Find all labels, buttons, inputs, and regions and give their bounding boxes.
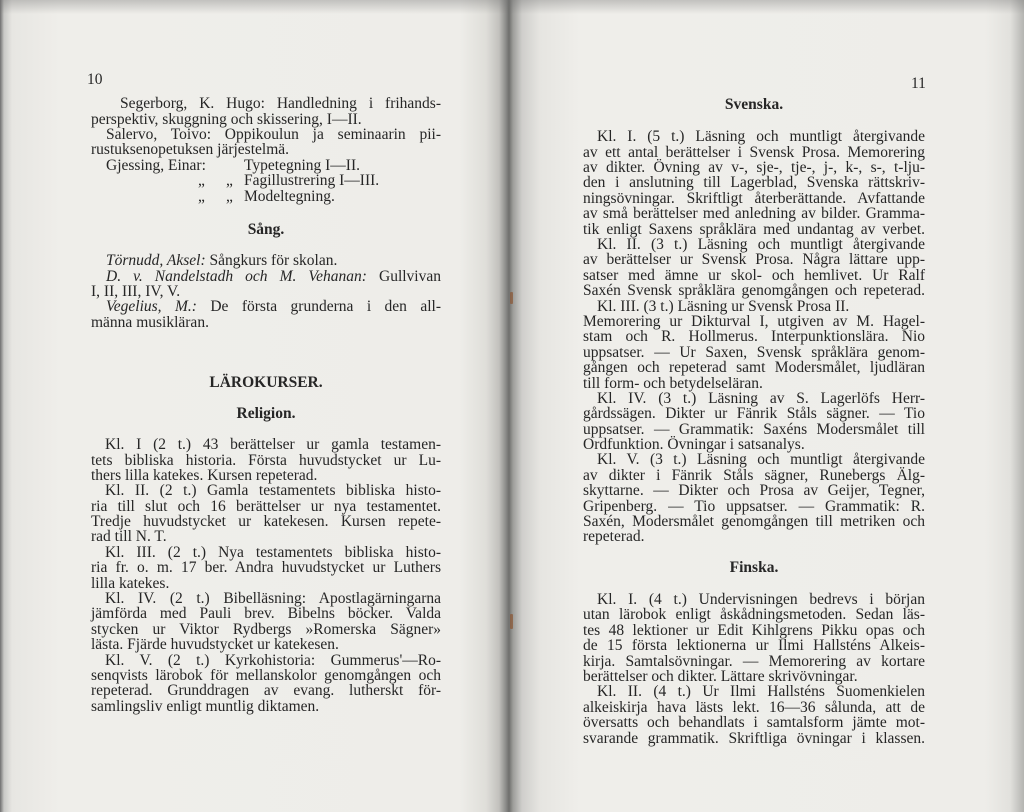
svenska-line: skyttarne. — Dikter och Prosa av Geijer, Tegner, [583, 482, 925, 500]
section-heading-sang: Sång. [247, 221, 285, 239]
finska-line: utan lärobok enligt åskådningsmetoden. Sedan läs- [583, 606, 925, 624]
svenska-line: av dikter. Övning av v-, sje-, tje-, j-, k-, s-, t-lju- [583, 159, 925, 177]
svenska-line: gången och repeterad samt Modersmålet, ljudläran [583, 359, 925, 377]
book-title: Gullvivan [379, 267, 441, 285]
finska-line: svarande grammatik. Skriftliga övningar i klassen. [583, 729, 925, 747]
religion-line: thers lilla katekes. Kursen repeterad. [91, 466, 318, 484]
svenska-line: den i anslutning till Lagerblad, Svenska rättskriv- [583, 174, 925, 192]
page-number-right: 11 [911, 75, 926, 92]
left-page-text [91, 96, 441, 714]
book-title: Fagillustrering I—III. [244, 172, 380, 190]
materials-gjessing-line [91, 189, 441, 204]
religion-line: senqvists lärobok för mellanskolor genomgången och [91, 666, 441, 684]
author-name: Gjessing, Einar: [106, 156, 206, 174]
svenska-line: Kl. V. (3 t.) Läsning och muntligt återgivande [597, 451, 925, 469]
religion-line: jämförda med Pauli brev. Bibelns böcker. Valda [91, 605, 441, 623]
sang-entry-line: I, II, III, IV, V. [91, 282, 181, 300]
svenska-line: gårdssägen. Dikter ur Fänrik Ståls sägner. — Tio [583, 405, 925, 423]
svenska-line: uppsatser. — Grammatik: Saxéns Modersmålet till [583, 420, 925, 438]
sang-entry-line [91, 299, 441, 314]
svenska-line: Kl. I. (5 t.) Läsning och muntligt återgivande [597, 128, 925, 146]
religion-line: Kl. I (2 t.) 43 berättelser ur gamla testamen- [105, 436, 441, 454]
staple-mark-bottom [510, 614, 513, 629]
svenska-line: Ordfunktion. Övningar i satsanalys. [583, 436, 805, 454]
religion-line: ria fr. o. m. 17 ber. Andra huvudstycket ur Luthers [91, 559, 441, 577]
sang-entry-line [91, 253, 441, 268]
religion-line: Kl. II. (2 t.) Gamla testamentets bibliska histo- [105, 482, 441, 500]
author-name: Vegelius, M.: [106, 298, 197, 316]
svenska-line: av dikter i Fänrik Ståls sägner, Runebergs Älg- [583, 466, 925, 484]
religion-line: tets bibliska historia. Första huvudstycket ur Lu- [91, 451, 441, 469]
finska-line: översatts och behandlats i samtalsform jämte mot- [583, 714, 925, 732]
author-name: Törnudd, Aksel: [106, 252, 206, 270]
svenska-line: Kl. IV. (3 t.) Läsning av S. Lagerlöfs Herr- [597, 389, 925, 407]
religion-line: lästa. Fjärde huvudstycket ur katekesen. [91, 636, 339, 654]
ditto-mark: „ [198, 172, 205, 190]
svenska-line: Kl. III. (3 t.) Läsning ur Svensk Prosa II. [597, 297, 850, 315]
finska-line: tes 48 lektioner ur Edit Kihlgrens Pikku opas och [583, 621, 925, 639]
svenska-line: ningsövningar. Skriftligt återberättande. Avfattande [583, 189, 925, 207]
scan-top-shadow [0, 0, 1024, 14]
finska-line: Kl. I. (4 t.) Undervisningen bedrevs i början [597, 591, 925, 608]
religion-line: Kl. IV. (2 t.) Bibelläsning: Apostlagärningarna [105, 590, 441, 608]
religion-line: Kl. V. (2 t.) Kyrkohistoria: Gummerus'—Ro- [105, 651, 441, 669]
subject-heading-finska: Finska. [729, 559, 779, 577]
materials-line: perspektiv, skuggning och skissering, I—II. [91, 110, 362, 128]
finska-line: kirja. Samtalsövningar. — Memorering av kortare [583, 652, 925, 670]
ditto-mark: „ [226, 172, 233, 190]
religion-line: ria till slut och 16 berättelser ur nya testamentet. [91, 497, 441, 515]
finska-line: berättelser och dikter. Lättare skrivövningar. [583, 667, 858, 685]
svenska-line: av ett antal berättelser i Svensk Prosa. Memorering [583, 143, 925, 161]
finska-line: alkeiskirja hava lästs lekt. 16—36 sålunda, att de [583, 698, 925, 716]
right-page-text [583, 97, 925, 746]
svenska-line: av små berättelser med anledning av bilder. Gramma- [583, 205, 925, 223]
materials-line: Segerborg, K. Hugo: Handledning i frihands- [120, 95, 441, 113]
svenska-line: repeterad. [583, 528, 645, 546]
religion-line: stycken ur Viktor Rydbergs »Romerska Sägner» [91, 620, 441, 638]
page-number-left: 10 [87, 71, 103, 88]
subject-heading-svenska: Svenska. [724, 96, 784, 114]
svenska-line: satser med ämne ur skol- och hemlivet. Ur Ralf [583, 266, 925, 284]
svenska-line: Kl. II. (3 t.) Läsning och muntligt återgivande [597, 236, 925, 254]
subject-heading-religion: Religion. [236, 405, 296, 423]
ditto-mark: „ [226, 187, 233, 205]
author-name: D. v. Nandelstadh och M. Vehanan: [106, 267, 367, 285]
book-title: Typetegning I—II. [244, 156, 360, 174]
book-title: Sångkurs för skolan. [209, 252, 338, 270]
materials-gjessing-line [91, 158, 441, 173]
religion-line: Kl. III. (2 t.) Nya testamentets bibliska histo- [105, 543, 441, 561]
sang-entry-line [91, 269, 441, 284]
svenska-line: Saxén Svensk språklära genomgången och repeterad. [583, 282, 925, 300]
svenska-line: till form- och betydelseläran. [583, 374, 763, 392]
svenska-line: av berättelser ur Svensk Prosa. Några lättare upp- [583, 251, 925, 269]
book-title: De första grunderna i den all- [210, 298, 442, 316]
section-heading-larokurser: LÄROKURSER. [209, 374, 323, 392]
religion-line: Tredje huvudstycket ur katekesen. Kursen repete- [91, 513, 441, 531]
svenska-line: Memorering ur Dikturval I, utgiven av M. Hagel- [583, 312, 925, 330]
sang-entry-line: männa musikläran. [91, 313, 209, 331]
finska-line: de 15 första lektionerna ur Ilmi Hallsténs Alkeis- [583, 637, 925, 655]
svenska-line: tik enligt Saxens språklära med undantag av verbet. [583, 220, 925, 238]
svenska-line: Gripenberg. — Tio uppsatser. — Grammatik: R. [583, 497, 925, 515]
book-title: Modeltegning. [244, 187, 335, 205]
svenska-line: uppsatser. — Ur Saxen, Svensk språklära genom- [583, 343, 925, 361]
svenska-line: stam och R. Hollmerus. Interpunktionslära. Nio [583, 328, 925, 346]
svenska-line: Saxén, Modersmålet genomgången till metriken och [583, 513, 925, 531]
finska-line: Kl. II. (4 t.) Ur Ilmi Hallsténs Suomenkielen [597, 683, 925, 701]
religion-line: repeterad. Grunddragen av evang. lutherskt för- [91, 682, 441, 700]
religion-line: lilla katekes. [91, 574, 170, 592]
materials-line: rustuksenopetuksen järjestelmä. [91, 141, 290, 159]
materials-gjessing-line [91, 173, 441, 188]
religion-line: samlingsliv enligt muntlig diktamen. [91, 697, 320, 715]
materials-line: Salervo, Toivo: Oppikoulun ja seminaarin pii- [106, 126, 441, 144]
staple-mark-top [510, 292, 513, 304]
ditto-mark: „ [198, 187, 205, 205]
religion-line: rad till N. T. [91, 528, 167, 546]
